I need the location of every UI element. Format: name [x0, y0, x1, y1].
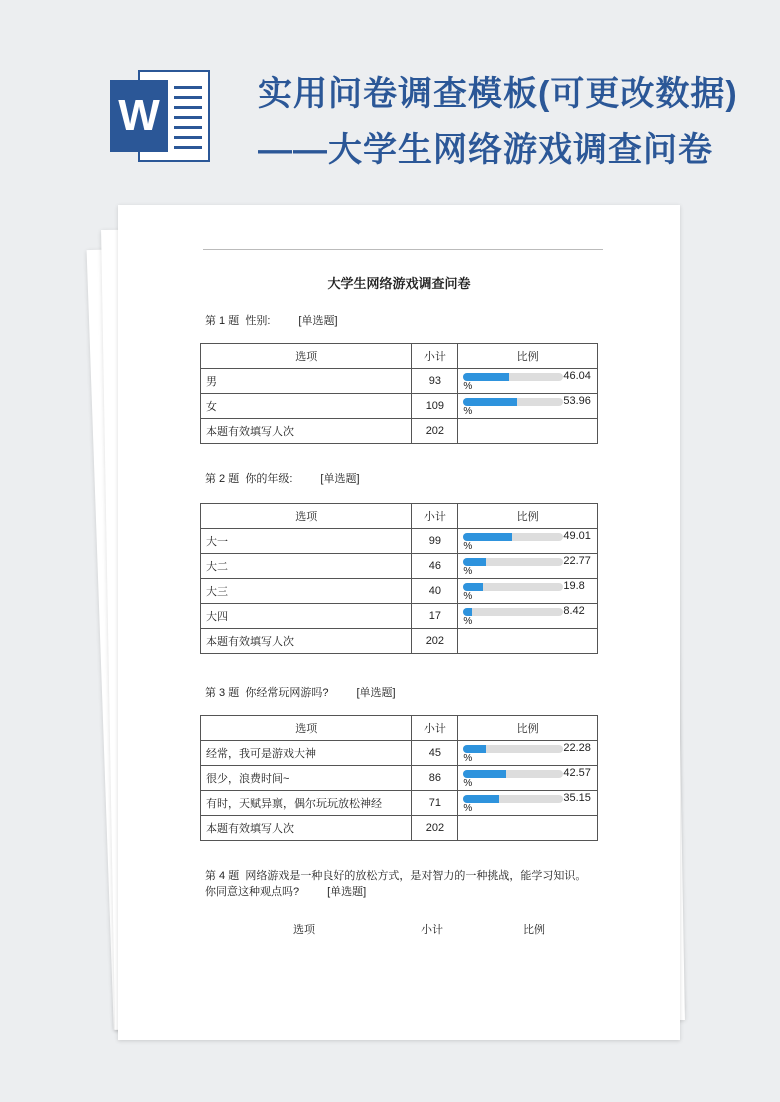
option-count: 109 [412, 394, 458, 419]
question-type: [单选题] [298, 315, 338, 327]
question-text: 网络游戏是一种良好的放松方式，是对智力的一种挑战，能学习知识。你同意这种观点吗? [205, 870, 587, 898]
table-row [201, 604, 598, 629]
question-text: 你经常玩网游吗? [245, 687, 329, 699]
option-count: 71 [412, 791, 458, 816]
bar-fill [463, 745, 485, 753]
percentage-bar [463, 529, 592, 553]
column-header: 小计 [412, 716, 458, 741]
result-table [200, 715, 598, 841]
percentage-bar [463, 766, 592, 790]
question-3 [205, 685, 595, 701]
bar-fill [463, 558, 486, 566]
percentage-bar [463, 791, 592, 815]
bar-fill [463, 373, 509, 381]
table-header [201, 344, 598, 369]
question-type: [单选题] [356, 687, 396, 699]
option-label: 经常，我可是游戏大神 [201, 741, 412, 766]
option-count: 86 [412, 766, 458, 791]
bar-fill [463, 398, 517, 406]
percentage-bar [463, 579, 592, 603]
total-label: 本题有效填写人次 [201, 419, 412, 444]
question-type: [单选题] [327, 886, 367, 898]
percentage-value: 22.28 [563, 742, 591, 754]
total-row [201, 629, 598, 654]
option-label: 女 [201, 394, 412, 419]
total-label: 本题有效填写人次 [201, 816, 412, 841]
option-count: 93 [412, 369, 458, 394]
option-label: 大一 [201, 529, 412, 554]
bar-fill [463, 583, 483, 591]
word-logo-icon [110, 70, 210, 162]
percent-sign: % [463, 616, 473, 627]
percent-sign: % [463, 591, 473, 602]
question-2 [205, 471, 595, 487]
percentage-bar [463, 604, 592, 628]
question-number: 第 1 题 [205, 315, 240, 327]
percent-sign: % [463, 566, 473, 577]
total-row [201, 419, 598, 444]
percentage-value: 19.8 [563, 580, 585, 592]
total-count: 202 [412, 419, 458, 444]
option-label: 大四 [201, 604, 412, 629]
total-count: 202 [412, 816, 458, 841]
question-number: 第 4 题 [205, 870, 240, 882]
column-header: 选项 [201, 504, 412, 529]
percent-sign: % [463, 381, 473, 392]
percentage-value: 42.57 [563, 767, 591, 779]
percentage-value: 35.15 [563, 792, 591, 804]
table-row [201, 766, 598, 791]
q4-column-header: 比例 [523, 924, 545, 936]
option-count: 99 [412, 529, 458, 554]
percentage-bar [463, 554, 592, 578]
table-row [201, 791, 598, 816]
percentage-value: 49.01 [563, 530, 591, 542]
percent-sign: % [463, 803, 473, 814]
document-title: 大学生网络游戏调查问卷 [327, 276, 471, 291]
column-header: 选项 [201, 716, 412, 741]
question-4 [205, 868, 595, 900]
question-number: 第 2 题 [205, 473, 240, 485]
option-label: 大二 [201, 554, 412, 579]
document-page [118, 205, 680, 1040]
question-type: [单选题] [320, 473, 360, 485]
percentage-value: 8.42 [563, 605, 585, 617]
percentage-value: 46.04 [563, 370, 591, 382]
table-row [201, 529, 598, 554]
table-row [201, 394, 598, 419]
option-count: 17 [412, 604, 458, 629]
bar-fill [463, 608, 471, 616]
percent-sign: % [463, 406, 473, 417]
total-count: 202 [412, 629, 458, 654]
percentage-bar [463, 394, 592, 418]
result-table [200, 343, 598, 444]
page-title: 实用问卷调查模板(可更改数据)——大学生网络游戏调查问卷 [258, 75, 738, 169]
question-number: 第 3 题 [205, 687, 240, 699]
column-header: 小计 [412, 504, 458, 529]
q4-column-header: 小计 [421, 924, 443, 936]
percentage-value: 22.77 [563, 555, 591, 567]
percent-sign: % [463, 778, 473, 789]
question-text: 你的年级: [245, 473, 293, 485]
option-count: 46 [412, 554, 458, 579]
option-label: 男 [201, 369, 412, 394]
word-letter: W [110, 80, 168, 152]
option-label: 大三 [201, 579, 412, 604]
table-header [201, 716, 598, 741]
percentage-value: 53.96 [563, 395, 591, 407]
column-header: 比例 [458, 504, 598, 529]
option-label: 有时，天赋异禀，偶尔玩玩放松神经 [201, 791, 412, 816]
column-header: 小计 [412, 344, 458, 369]
table-header [201, 504, 598, 529]
option-count: 45 [412, 741, 458, 766]
total-label: 本题有效填写人次 [201, 629, 412, 654]
option-label: 很少，浪费时间~ [201, 766, 412, 791]
question-1 [205, 313, 595, 329]
percent-sign: % [463, 541, 473, 552]
table-row [201, 554, 598, 579]
table-row [201, 579, 598, 604]
column-header: 选项 [201, 344, 412, 369]
bar-fill [463, 770, 506, 778]
q4-column-header: 选项 [293, 924, 315, 936]
bar-fill [463, 795, 498, 803]
percent-sign: % [463, 753, 473, 764]
total-row [201, 816, 598, 841]
bar-fill [463, 533, 512, 541]
column-header: 比例 [458, 716, 598, 741]
option-count: 40 [412, 579, 458, 604]
column-header: 比例 [458, 344, 598, 369]
percentage-bar [463, 369, 592, 393]
question-text: 性别: [245, 315, 271, 327]
result-table [200, 503, 598, 654]
header-rule [203, 249, 603, 250]
table-row [201, 741, 598, 766]
table-row [201, 369, 598, 394]
percentage-bar [463, 741, 592, 765]
